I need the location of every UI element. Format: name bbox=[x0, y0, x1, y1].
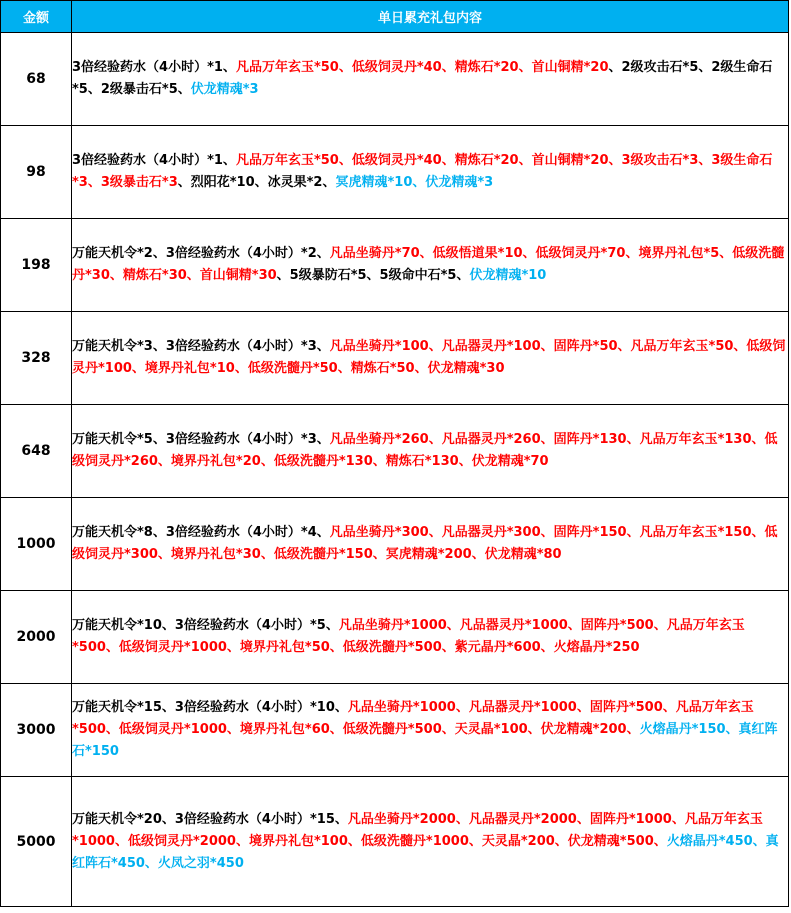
content-segment: 凡品坐骑丹*2000、凡品器灵丹*2000、固阵丹*1000、凡品万年玄玉*1000、低级饲灵丹*2000、境界丹礼包*100、低级洗髓丹*1000、天灵晶*200、伏龙精魂*500、 bbox=[72, 811, 763, 849]
content-segment: 火熔晶丹*150、真红阵石*150 bbox=[72, 722, 778, 759]
content-cell bbox=[72, 684, 789, 777]
content-segment: 万能天机令*2、3倍经验药水（4小时）*2、 bbox=[72, 246, 330, 261]
content-cell bbox=[72, 312, 789, 405]
content-segment: 万能天机令*3、3倍经验药水（4小时）*3、 bbox=[72, 339, 330, 354]
content-segment: 、2级攻击石*5、2级生命石*5、2级暴击石*5、 bbox=[72, 60, 773, 97]
content-cell bbox=[72, 405, 789, 498]
table-row bbox=[1, 312, 789, 405]
table-row bbox=[1, 219, 789, 312]
content-segment: 火熔晶丹*450、真红阵石*450、火凤之羽*450 bbox=[72, 833, 779, 871]
content-segment: 伏龙精魂*10 bbox=[469, 268, 547, 283]
table-row bbox=[1, 33, 789, 126]
content-segment: 凡品万年玄玉*50、低级饲灵丹*40、精炼石*20、首山铜精*20、3级攻击石*3、3级生命石*3、3级暴击石*3 bbox=[72, 153, 773, 190]
content-cell bbox=[72, 591, 789, 684]
amount-cell: 1000 bbox=[1, 498, 72, 591]
content-segment: 伏龙精魂*3 bbox=[190, 82, 259, 97]
amount-cell: 3000 bbox=[1, 684, 72, 777]
content-segment: 凡品万年玄玉*50、低级饲灵丹*40、精炼石*20、首山铜精*20 bbox=[235, 60, 609, 75]
table-row bbox=[1, 405, 789, 498]
table-row bbox=[1, 777, 789, 907]
amount-cell: 5000 bbox=[1, 777, 72, 907]
content-cell bbox=[72, 498, 789, 591]
content-segment: 万能天机令*5、3倍经验药水（4小时）*3、 bbox=[72, 432, 330, 447]
content-segment: 3倍经验药水（4小时）*1、 bbox=[72, 153, 236, 168]
table-row bbox=[1, 498, 789, 591]
content-segment: 万能天机令*20、3倍经验药水（4小时）*15、 bbox=[72, 811, 348, 827]
table-row bbox=[1, 126, 789, 219]
content-cell bbox=[72, 777, 789, 907]
amount-cell: 648 bbox=[1, 405, 72, 498]
content-segment: 冥虎精魂*10、伏龙精魂*3 bbox=[335, 175, 494, 190]
content-segment: 、5级暴防石*5、5级命中石*5、 bbox=[276, 268, 470, 283]
content-segment: 凡品坐骑丹*100、凡品器灵丹*100、固阵丹*50、凡品万年玄玉*50、低级饲灵丹*100、境界丹礼包*10、低级洗髓丹*50、精炼石*50、伏龙精魂*30 bbox=[72, 339, 786, 376]
content-segment: 凡品坐骑丹*260、凡品器灵丹*260、固阵丹*130、凡品万年玄玉*130、低级饲灵丹*260、境界丹礼包*20、低级洗髓丹*130、精炼石*130、伏龙精魂*70 bbox=[72, 432, 778, 469]
content-segment: 凡品坐骑丹*1000、凡品器灵丹*1000、固阵丹*500、凡品万年玄玉*500、低级饲灵丹*1000、境界丹礼包*50、低级洗髓丹*500、紫元晶丹*600、火熔晶丹*250 bbox=[72, 618, 745, 655]
amount-cell: 198 bbox=[1, 219, 72, 312]
header-content: 单日累充礼包内容 bbox=[72, 1, 789, 33]
content-segment: 凡品坐骑丹*300、凡品器灵丹*300、固阵丹*150、凡品万年玄玉*150、低级饲灵丹*300、境界丹礼包*30、低级洗髓丹*150、冥虎精魂*200、伏龙精魂*80 bbox=[72, 525, 778, 562]
amount-cell: 328 bbox=[1, 312, 72, 405]
header-row bbox=[1, 1, 789, 33]
table-row bbox=[1, 591, 789, 684]
content-cell bbox=[72, 126, 789, 219]
table-body bbox=[1, 33, 789, 907]
table-row bbox=[1, 684, 789, 777]
header-amount: 金额 bbox=[1, 1, 72, 33]
content-segment: 凡品坐骑丹*70、低级悟道果*10、低级饲灵丹*70、境界丹礼包*5、低级洗髓丹*30、精炼石*30、首山铜精*30 bbox=[72, 246, 785, 283]
content-cell bbox=[72, 219, 789, 312]
amount-cell: 68 bbox=[1, 33, 72, 126]
content-cell bbox=[72, 33, 789, 126]
content-segment: 万能天机令*15、3倍经验药水（4小时）*10、 bbox=[72, 700, 348, 715]
content-segment: 凡品坐骑丹*1000、凡品器灵丹*1000、固阵丹*500、凡品万年玄玉*500、低级饲灵丹*1000、境界丹礼包*60、低级洗髓丹*500、天灵晶*100、伏龙精魂*200、 bbox=[72, 700, 754, 737]
amount-cell: 98 bbox=[1, 126, 72, 219]
content-segment: 、烈阳花*10、冰灵果*2、 bbox=[177, 175, 336, 190]
content-segment: 3倍经验药水（4小时）*1、 bbox=[72, 60, 236, 75]
content-segment: 万能天机令*8、3倍经验药水（4小时）*4、 bbox=[72, 525, 330, 540]
content-segment: 万能天机令*10、3倍经验药水（4小时）*5、 bbox=[72, 618, 339, 633]
amount-cell: 2000 bbox=[1, 591, 72, 684]
